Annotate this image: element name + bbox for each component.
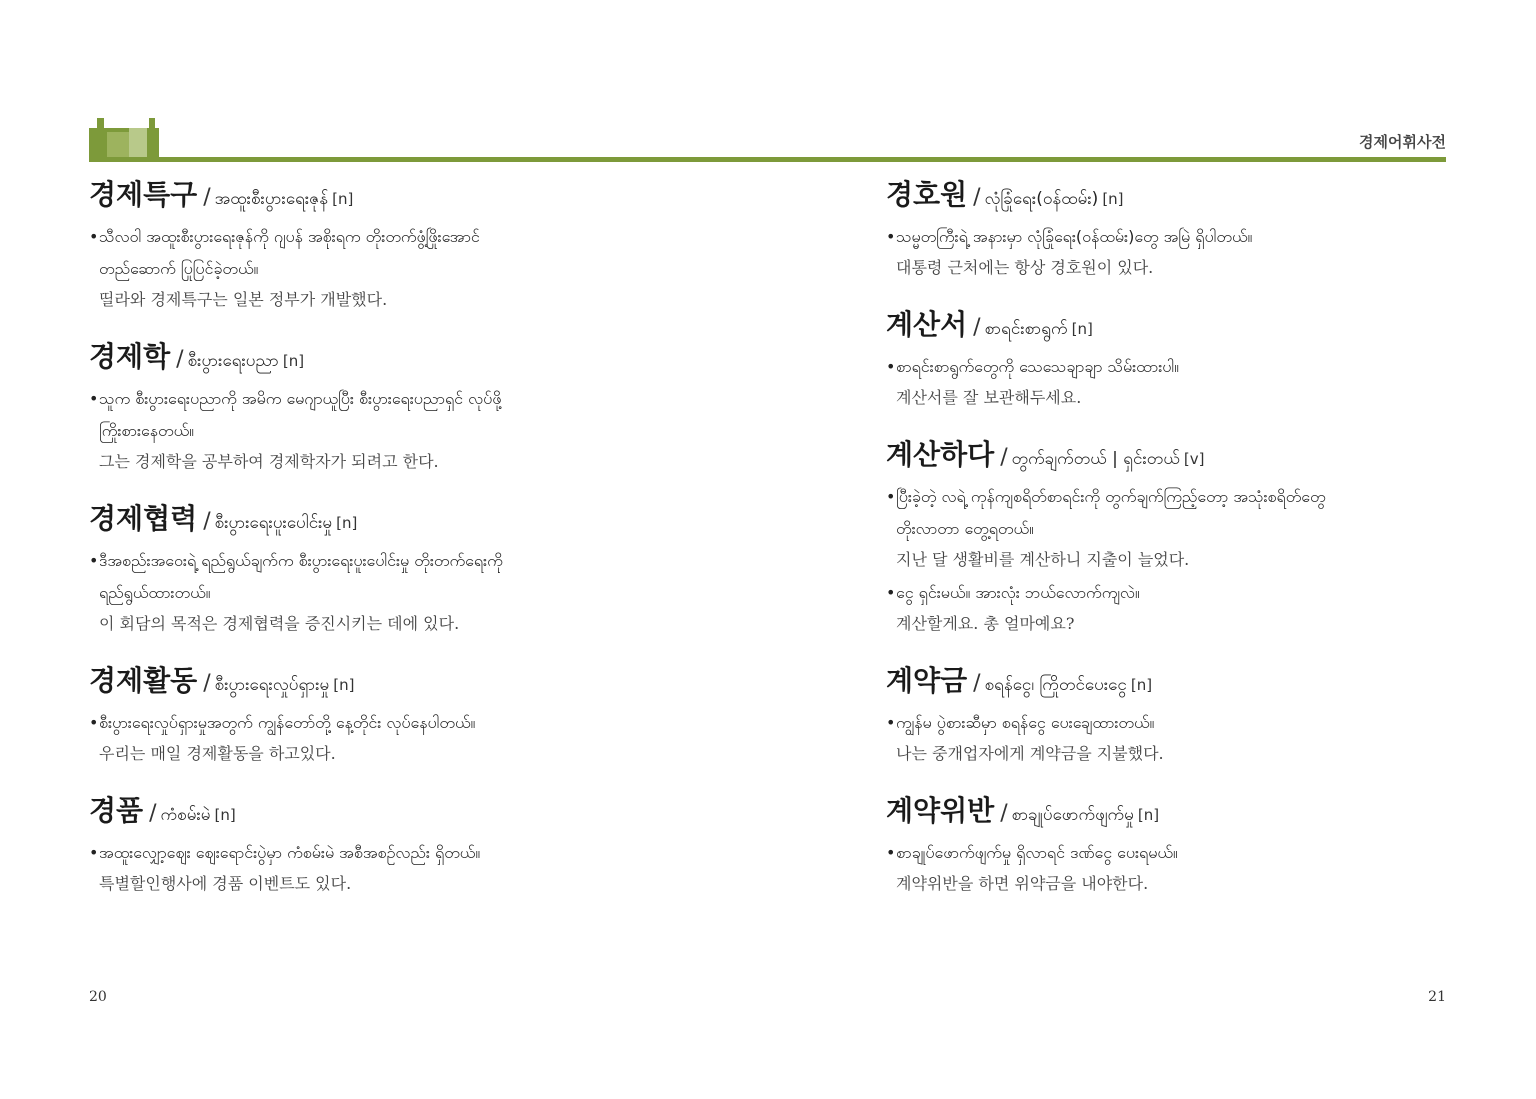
example-korean: 대통령 근처에는 항상 경호원이 있다.: [896, 258, 1154, 277]
part-of-speech: [n]: [1102, 190, 1124, 208]
dictionary-entry: 계산서 / စာရင်းစာရွက် [n] •စာရင်းစာရွက်တွေကို သေသေချာချာ သိမ်းထားပါ။ 계산서를 잘 보관해두세요.: [886, 305, 1486, 413]
example-korean: 계산할게요. 총 얼마예요?: [896, 614, 1075, 633]
example-korean: 우리는 매일 경제활동을 하고있다.: [99, 744, 336, 763]
example-korean: 계산서를 잘 보관해두세요.: [896, 388, 1082, 407]
dictionary-entry: 경제특구 / အထူးစီးပွားရေးဇုန် [n] •သီလဝါ အထူးစီးပွားရေးဇုန်ကို ဂျပန် အစိုးရက တိုးတက်ဖွံ့ဖြိုးအောင် တည်ဆောက် ပြုပြင်ခဲ့တယ်။ 띨라와 경제특구는 일본 정부가 개발했다.: [89, 175, 689, 315]
example-korean: 지난 달 생활비를 계산하니 지출이 늘었다.: [896, 550, 1190, 569]
meaning: စီးပွားရေးပညာ: [187, 351, 279, 371]
headword: 계약위반: [886, 794, 995, 827]
dictionary-entry: 경제학 / စီးပွားရေးပညာ [n] •သူက စီးပွားရေးပညာကို အမိက မေဂျာယူပြီး စီးပွားရေးပညာရှင် လုပ်ဖို့ ကြိုးစားနေတယ်။ 그는 경제학을 공부하여 경제학자가 되려고 한다.: [89, 337, 689, 477]
example-korean: 띨라와 경제특구는 일본 정부가 개발했다.: [99, 290, 388, 309]
headword: 경제협력: [89, 502, 198, 535]
dictionary-entry: 계산하다 / တွက်ချက်တယ် | ရှင်းတယ် [v] •ပြီးခဲ့တဲ့ လရဲ့ ကုန်ကျစရိတ်စာရင်းကို တွက်ချက်ကြည့်တော့ အသုံးစရိတ်တွေ တိုးလာတာ တွေ့ရတယ်။ 지난 달 생활비를 계산하니 지출이 늘었다. •ငွေ ရှင်းမယ်။ အားလုံး ဘယ်လောက်ကျလဲ။ 계산할게요. 총 얼마예요?: [886, 435, 1486, 639]
meaning: စီးပွားရေးပူးပေါင်းမှု: [214, 513, 333, 533]
example-myanmar: •သီလဝါ အထူးစီးပွားရေးဇုန်ကို ဂျပန် အစိုးရက တိုးတက်ဖွံ့ဖြိုးအောင် တည်ဆောက် ပြုပြင်ခဲ့တယ်။: [89, 227, 480, 278]
header-rule: [89, 157, 1446, 162]
meaning: တွက်ချက်တယ် | ရှင်းတယ်: [1011, 449, 1180, 469]
meaning: အထူးစီးပွားရေးဇုန်: [214, 189, 329, 209]
part-of-speech: [n]: [214, 806, 236, 824]
part-of-speech: [v]: [1183, 450, 1205, 468]
example-korean: 나는 중개업자에게 계약금을 지불했다.: [896, 744, 1164, 763]
example-myanmar: •စာရင်းစာရွက်တွေကို သေသေချာချာ သိမ်းထားပါ။: [886, 357, 1180, 376]
left-column: [89, 175, 689, 921]
part-of-speech: [n]: [333, 676, 355, 694]
dictionary-entry: 계약금 / စရန်ငွေ၊ ကြိုတင်ပေးငွေ [n] •ကျွန်မ ပွဲစားဆီမှာ စရန်ငွေ ပေးချေထားတယ်။ 나는 중개업자에게 계약금을 지불했다.: [886, 661, 1486, 769]
meaning: ကံစမ်းမဲ: [160, 805, 211, 825]
meaning: စာရင်းစာရွက်: [984, 319, 1068, 339]
dictionary-entry: 계약위반 / စာချုပ်ဖောက်ဖျက်မှု [n] •စာချုပ်ဖောက်ဖျက်မှု ရှိလာရင် ဒဏ်ငွေ ပေးရမယ်။ 계약위반을 하면 위약금을 내야한다.: [886, 791, 1486, 899]
headword: 경품: [89, 794, 144, 827]
dictionary-entry: 경호원 / လုံခြုံရေး(ဝန်ထမ်း) [n] •သမ္မတကြီးရဲ့ အနားမှာ လုံခြုံရေး(ဝန်ထမ်း)တွေ အမြဲ ရှိပါတယ်။ 대통령 근처에는 항상 경호원이 있다.: [886, 175, 1486, 283]
part-of-speech: [n]: [282, 352, 305, 370]
example-myanmar: •ပြီးခဲ့တဲ့ လရဲ့ ကုန်ကျစရိတ်စာရင်းကို တွက်ချက်ကြည့်တော့ အသုံးစရိတ်တွေ တိုးလာတာ တွေ့ရတယ်။: [886, 487, 1326, 538]
dictionary-entry: 경품 / ကံစမ်းမဲ [n] •အထူးလျှော့ဈေး ဈေးရောင်းပွဲမှာ ကံစမ်းမဲ အစီအစဉ်လည်း ရှိတယ်။ 특별할인행사에 경품 이벤트도 있다.: [89, 791, 689, 899]
example-korean: 특별할인행사에 경품 이벤트도 있다.: [99, 874, 352, 893]
headword: 계산하다: [886, 438, 995, 471]
example-myanmar: •အထူးလျှော့ဈေး ဈေးရောင်းပွဲမှာ ကံစမ်းမဲ အစီအစဉ်လည်း ရှိတယ်။: [89, 843, 481, 862]
example-korean: 계약위반을 하면 위약금을 내야한다.: [896, 874, 1149, 893]
meaning: စရန်ငွေ၊ ကြိုတင်ပေးငွေ: [984, 675, 1127, 695]
header-logo-blocks: [89, 118, 159, 158]
meaning: စာချုပ်ဖောက်ဖျက်မှု: [1011, 805, 1134, 825]
page-number-right: 21: [1428, 989, 1446, 1005]
example-myanmar: •ငွေ ရှင်းမယ်။ အားလုံး ဘယ်လောက်ကျလဲ။: [886, 583, 1140, 602]
dictionary-entry: 경제활동 / စီးပွားရေးလှုပ်ရှားမှု [n] •စီးပွားရေးလှုပ်ရှားမှုအတွက် ကျွန်တော်တို့ နေ့တိုင်း လုပ်နေပါတယ်။ 우리는 매일 경제활동을 하고있다.: [89, 661, 689, 769]
example-myanmar: •သူက စီးပွားရေးပညာကို အမိက မေဂျာယူပြီး စီးပွားရေးပညာရှင် လုပ်ဖို့ ကြိုးစားနေတယ်။: [89, 389, 502, 440]
example-myanmar: •စာချုပ်ဖောက်ဖျက်မှု ရှိလာရင် ဒဏ်ငွေ ပေးရမယ်။: [886, 843, 1178, 862]
headword: 경제활동: [89, 664, 198, 697]
headword: 경제특구: [89, 178, 198, 211]
part-of-speech: [n]: [1137, 806, 1160, 824]
example-myanmar: •သမ္မတကြီးရဲ့ အနားမှာ လုံခြုံရေး(ဝန်ထမ်း)တွေ အမြဲ ရှိပါတယ်။: [886, 227, 1253, 246]
example-myanmar: •ကျွန်မ ပွဲစားဆီမှာ စရန်ငွေ ပေးချေထားတယ်။: [886, 713, 1155, 732]
meaning: စီးပွားရေးလှုပ်ရှားမှု: [214, 675, 330, 695]
headword: 계산서: [886, 308, 968, 341]
part-of-speech: [n]: [1130, 676, 1153, 694]
right-column: [886, 175, 1486, 921]
example-myanmar: •စီးပွားရေးလှုပ်ရှားမှုအတွက် ကျွန်တော်တို့ နေ့တိုင်း လုပ်နေပါတယ်။: [89, 713, 476, 732]
headword: 경제학: [89, 340, 171, 373]
page-number-left: 20: [89, 989, 107, 1005]
meaning: လုံခြုံရေး(ဝန်ထမ်း): [984, 189, 1099, 209]
running-head: 경제어휘사전: [1359, 133, 1446, 151]
example-myanmar: •ဒီအစည်းအဝေးရဲ့ ရည်ရွယ်ချက်က စီးပွားရေးပူးပေါင်းမှု တိုးတက်ရေးကို ရည်ရွယ်ထားတယ်။: [89, 551, 503, 602]
dictionary-entry: 경제협력 / စီးပွားရေးပူးပေါင်းမှု [n] •ဒီအစည်းအဝေးရဲ့ ရည်ရွယ်ချက်က စီးပွားရေးပူးပေါင်းမှု တိုးတက်ရေးကို ရည်ရွယ်ထားတယ်။ 이 회담의 목적은 경제협력을 증진시키는 데에 있다.: [89, 499, 689, 639]
part-of-speech: [n]: [336, 514, 358, 532]
headword: 경호원: [886, 178, 968, 211]
example-korean: 그는 경제학을 공부하여 경제학자가 되려고 한다.: [99, 452, 439, 471]
headword: 계약금: [886, 664, 968, 697]
example-korean: 이 회담의 목적은 경제협력을 증진시키는 데에 있다.: [99, 614, 460, 633]
part-of-speech: [n]: [1071, 320, 1093, 338]
part-of-speech: [n]: [332, 190, 354, 208]
